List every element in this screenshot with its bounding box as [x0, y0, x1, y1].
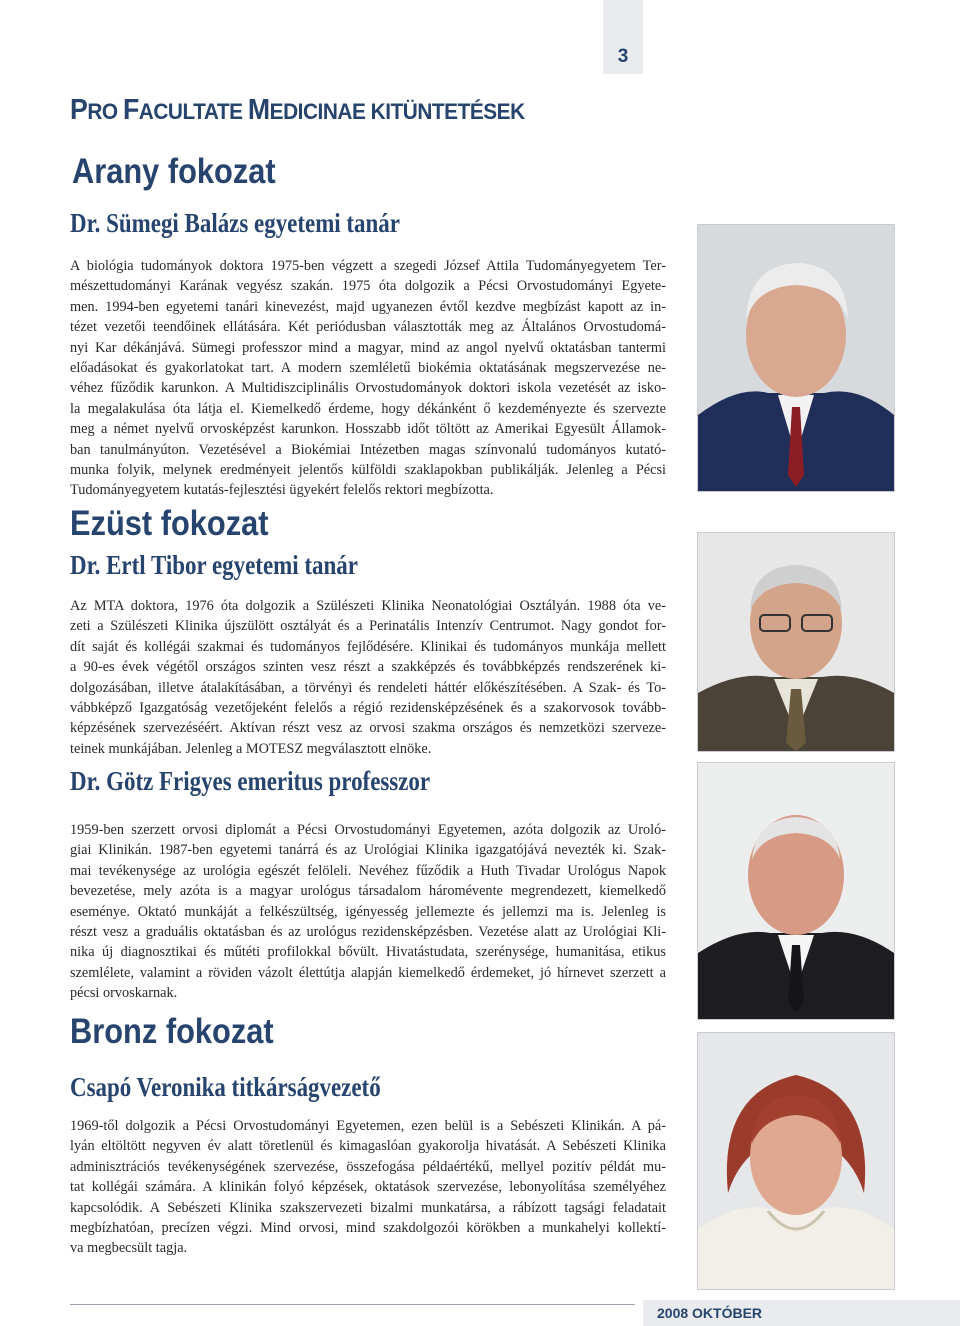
- issue-date: 2008 OKTÓBER: [657, 1305, 763, 1321]
- biography-paragraph: [70, 256, 666, 501]
- portrait-photo-image: [698, 533, 894, 751]
- page-title: [70, 94, 525, 127]
- portrait-photo-image: [698, 1033, 894, 1289]
- text-line: véhez fűződik karunkon. A Multidiszciplinális Orvostudományok doktori iskola vezetését az isko-: [70, 380, 666, 397]
- text-line: Tudományegyetem kutatás-fejlesztési ügyekért felelős rektori megbízotta.: [70, 482, 494, 499]
- text-line: va megbecsült tagja.: [70, 1240, 188, 1257]
- text-line: dolgozásában, illetve átalakításában, a törvényi és rendeleti háttér előkészítésében. A Szak- és To-: [70, 679, 666, 696]
- text-line: 1969-től dolgozik a Pécsi Orvostudományi Egyetemen, ezen belül is a Sebészeti Klinikán. A pá-: [70, 1118, 666, 1134]
- portrait-photo: [697, 532, 895, 752]
- text-line: tat kollégái számára. A klinikán folyó képzések, oktatások szervezése, lebonyolítása személyéhez: [70, 1179, 666, 1196]
- text-line: eseménye. Oktató munkáját a felkészültség, igényesség jellemezte és jellemzi ma is. Jelenleg is: [70, 903, 666, 920]
- biography-paragraph: [70, 596, 666, 759]
- title-rest-3: EDICINAE KITÜNTETÉSEK: [269, 99, 525, 124]
- text-line: a 90-es évek végétől országos szinten vesz részt a szakképzés és továbbképzés rendszerének ki-: [70, 659, 666, 676]
- person-name: Csapó Veronika titkárságvezető: [70, 1072, 381, 1102]
- title-initial-1: P: [70, 94, 88, 126]
- text-line: men. 1994-ben egyetemi tanári kinevezést, majd ugyanezen évtől kezdve megbízást kapott az in-: [70, 298, 666, 315]
- text-line: zeti a Szülészeti Klinika újszülött osztályát és a Perinatális Intenzív Centrumot. Nagy gondot for-: [70, 618, 666, 635]
- text-line: szemlélete, valamint a röviden vázolt élettútja alapján kiemelkedő érdemeket, jó hírnevet szerzett a: [70, 964, 666, 981]
- award-level-silver: Ezüst fokozat: [70, 504, 269, 543]
- portrait-photo-image: [698, 225, 894, 491]
- footer-box: [643, 1300, 960, 1326]
- biography-paragraph: [70, 1116, 666, 1259]
- text-line: 1959-ben szerzett orvosi diplomát a Pécsi Orvostudományi Egyetemen, azóta dolgozik az Uroló-: [70, 822, 666, 838]
- portrait-photo: [697, 224, 895, 492]
- text-line: A biológia tudományok doktora 1975-ben végzett a szegedi József Attila Tudományegyetem Ter-: [70, 258, 666, 274]
- text-line: képzésének szervezéséért. Aktívan részt vesz az orvosi szakma országos és nemzetközi szerveze-: [70, 720, 666, 737]
- text-line: bevezetése, mely azóta is a magyar urológus társadalom háromévente megrendezett, kiemelkedő: [70, 883, 666, 900]
- text-line: munka folyik, melynek eredményeit jelentős külföldi szaklapokban publikálják. Jelenleg a Pécsi: [70, 462, 666, 479]
- text-line: meg a német nyelvű orvosképzést karunkon. Hosszabb időt töltött az Amerikai Egyesült Államok-: [70, 421, 666, 438]
- text-line: nyi Kar dékánjává. Sümegi professzor mind a magyar, mind az angol nyelvű oktatásban tantermi: [70, 339, 666, 356]
- text-line: vábbképző Igazgatóság vezetőjeként felelős a régió rezidensképzésének és a szakorvosok tovább-: [70, 700, 666, 717]
- title-rest-1: RO: [87, 99, 123, 124]
- text-line: megbízhatóan, precízen végzi. Mind orvosi, mind szakdolgozói körökben a munkahelyi kollektí-: [70, 1220, 666, 1237]
- biography-paragraph: [70, 820, 666, 1004]
- text-line: Az MTA doktora, 1976 óta dolgozik a Szülészeti Klinika Neonatológiai Osztályán. 1988 óta ve-: [70, 598, 666, 614]
- text-line: mészettudományi Karának vegyész szakán. 1975 óta dolgozik a Pécsi Orvostudományi Egyete-: [70, 278, 666, 295]
- portrait-photo: [697, 1032, 895, 1290]
- person-name: Dr. Götz Frigyes emeritus professzor: [70, 766, 431, 796]
- page-number: 3: [617, 46, 629, 67]
- award-level-bronze: Bronz fokozat: [70, 1012, 274, 1051]
- award-level-gold: Arany fokozat: [72, 152, 276, 191]
- text-line: pécsi orvoskarnak.: [70, 985, 178, 1002]
- text-line: teinek munkájában. Jelenleg a MOTESZ megválasztott elnöke.: [70, 740, 432, 757]
- page-number-box: [603, 0, 643, 74]
- text-line: adminisztrációs tevékenységének szervezése, összefogása példaértékű, mellyel pozitív példát mu-: [70, 1158, 666, 1175]
- title-initial-3: M: [247, 94, 270, 126]
- text-line: részt vesz a graduális oktatásban és az urológus rezidensképzésben. Vezetése alatt az Urológiai Kli-: [70, 924, 666, 941]
- text-line: giai Klinikán. 1987-ben egyetemi tanárrá és az Urológiai Klinika igazgatójává nevezték ki. Szak-: [70, 842, 666, 859]
- text-line: nika új diagnosztikai és műtéti profilokkal bővült. Hivatástudata, szerénysége, humanitása, etikus: [70, 944, 666, 961]
- title-rest-2: ACULTATE: [138, 99, 248, 124]
- text-line: előadásokat és gyakorlatokat tart. A modern szemléletű biokémia oktatásának megszervezése ne-: [70, 360, 666, 377]
- person-name: Dr. Sümegi Balázs egyetemi tanár: [70, 208, 400, 238]
- text-line: mai tevékenysége az urológia egészét felöleli. Nevéhez fűződik a Huth Tivadar Urológus Napok: [70, 862, 666, 879]
- text-line: tézet vezetői teendőinek ellátására. Két periódusban választották meg az Általános Orvostudomá-: [70, 319, 666, 336]
- portrait-photo: [697, 762, 895, 1020]
- title-initial-2: F: [122, 94, 139, 126]
- person-name: Dr. Ertl Tibor egyetemi tanár: [70, 550, 358, 580]
- text-line: kapcsolódik. A Sebészeti Klinika szakszervezeti bizalmi munkatársa, a rábízott tagsági feladatait: [70, 1199, 666, 1216]
- text-line: ban tanulmányúton. Vezetésével a Biokémiai Intézetben magas színvonalú tudományos kutató-: [70, 441, 666, 458]
- text-line: dít saját és kollégái szakmai és tudományos fejlődésére. Klinikai és tudományos munkája mellett: [70, 638, 666, 655]
- footer-divider: [70, 1304, 635, 1305]
- text-line: lyán eltöltött negyven év alatt töretlenül és kimagaslóan gyakorolja hivatását. A Sebészeti Klinika: [70, 1138, 666, 1155]
- text-line: la megalakulása óta látja el. Kiemelkedő érdeme, hogy dékánként ő kezdeményezte és szervezte: [70, 400, 666, 417]
- portrait-photo-image: [698, 763, 894, 1019]
